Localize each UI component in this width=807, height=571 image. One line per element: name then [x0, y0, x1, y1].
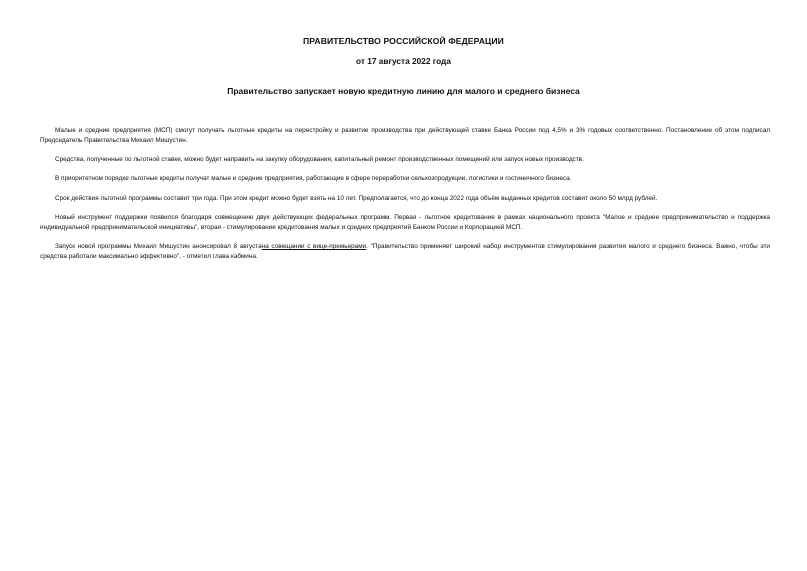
paragraph-6-text-before: Запуск новой программы Михаил Мишустин анонсировал 8 августа	[55, 243, 262, 251]
paragraph-2: Средства, полученные по льготной ставке, можно будет направить на закупку оборудования, капитальный ремонт производственных помещений или запуск новых производств.	[55, 156, 584, 164]
paragraph-6	[40, 242, 770, 263]
meeting-link[interactable]: на совещании с вице-премьерами	[261, 243, 367, 251]
paragraph-3: В приоритетном порядке льготные кредиты получат малые и средние предприятия, работающие в сфере переработки сельхозпродукции, логистики и гостиничного бизнеса.	[55, 175, 572, 183]
document-body	[40, 126, 770, 271]
paragraph-1: Малые и средние предприятия (МСП) смогут получать льготные кредиты на перестройку и развитие производства при действующей ставке Банка России под 4,5% и 3% годовых соответственно. Постановление об этом подписал Председатель Правительства Михаил Мишустин.	[40, 127, 770, 145]
paragraph-4: Срок действия льготной программы составит три года. При этом кредит можно будет взять на 10 лет. Предполагается, что до конца 2022 года объём выданных кредитов составит около 50 млрд рублей.	[55, 194, 658, 202]
document-date: от 17 августа 2022 года	[356, 56, 451, 66]
paragraph-5: Новый инструмент поддержки появился благодаря совмещению двух действующих федеральных программ. Первая - льготное кредитование в рамках национального проекта "Малое и среднее предпринимательство и поддержка индивидуальной предпринимательской инициативы", вторая - стимулирование кредитования малых и средних предприятий Банком России и Корпорацией МСП.	[40, 213, 770, 231]
organization-heading: ПРАВИТЕЛЬСТВО РОССИЙСКОЙ ФЕДЕРАЦИИ	[303, 36, 504, 46]
paragraph-6-text-after: . "Правительство применяет широкий набор инструментов стимулирования развития малого и среднего бизнеса. Важно, чтобы эти средства работали максимально эффективно", - отметил глава кабмина.	[40, 243, 770, 261]
document-title: Правительство запускает новую кредитную линию для малого и среднего бизнеса	[227, 86, 580, 96]
